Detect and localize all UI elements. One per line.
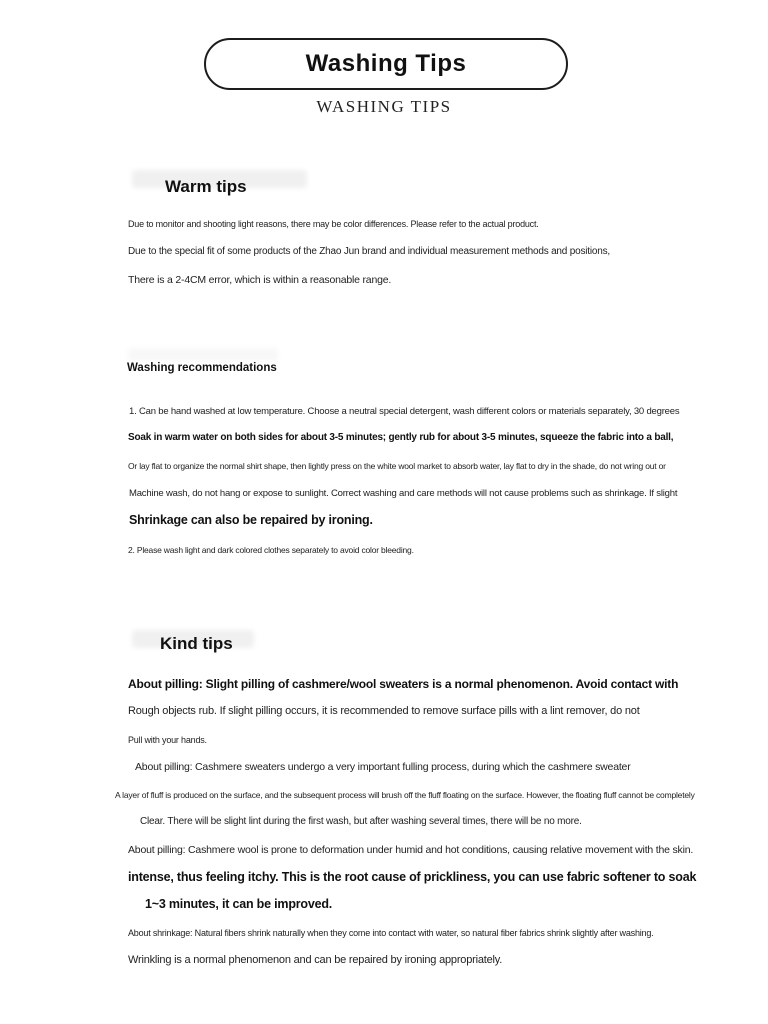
warm-tips-line: Due to monitor and shooting light reasons, there may be color differences. Please refer to the actual product. xyxy=(128,219,539,229)
washing-recommendations-line: 1. Can be hand washed at low temperature. Choose a neutral special detergent, wash different colors or materials separately, 30 degrees xyxy=(129,406,680,417)
kind-tips-line: About shrinkage: Natural fibers shrink naturally when they come into contact with water, so natural fiber fabrics shrink slightly after washing. xyxy=(128,928,654,938)
kind-tips-line: About pilling: Slight pilling of cashmere/wool sweaters is a normal phenomenon. Avoid contact with xyxy=(128,677,679,691)
kind-tips-line: intense, thus feeling itchy. This is the root cause of prickliness, you can use fabric softener to soak xyxy=(128,870,697,884)
kind-tips-line: Wrinkling is a normal phenomenon and can be repaired by ironing appropriately. xyxy=(128,954,503,966)
warm-tips-line: Due to the special fit of some products of the Zhao Jun brand and individual measurement methods and positions, xyxy=(128,246,610,257)
kind-tips-line: About pilling: Cashmere sweaters undergo a very important fulling process, during which the cashmere sweater xyxy=(135,761,631,773)
warm-tips-line: There is a 2-4CM error, which is within a reasonable range. xyxy=(128,274,392,286)
washing-recommendations-line: Machine wash, do not hang or expose to sunlight. Correct washing and care methods will not cause problems such as shrinkage. If slight xyxy=(129,488,678,499)
kind-tips-line: Clear. There will be slight lint during the first wash, but after washing several times, there will be no more. xyxy=(140,816,582,827)
kind-tips-line: Pull with your hands. xyxy=(128,735,207,745)
kind-tips-line: A layer of fluff is produced on the surface, and the subsequent process will brush off the fluff floating on the surface. However, the floating fluff cannot be completely xyxy=(115,790,695,800)
badge-title: Washing Tips xyxy=(305,50,467,77)
page-subtitle: WASHING TIPS xyxy=(316,97,452,116)
warm-tips-title: Warm tips xyxy=(165,177,247,196)
kind-tips-line: Rough objects rub. If slight pilling occurs, it is recommended to remove surface pills with a lint remover, do not xyxy=(128,705,640,717)
kind-tips-title: Kind tips xyxy=(160,634,233,653)
kind-tips-line: About pilling: Cashmere wool is prone to deformation under humid and hot conditions, causing relative movement with the skin. xyxy=(128,844,694,856)
washing-tips-badge xyxy=(204,38,568,90)
kind-tips-line: 1~3 minutes, it can be improved. xyxy=(145,897,333,911)
washing-recommendations-line: 2. Please wash light and dark colored clothes separately to avoid color bleeding. xyxy=(128,545,414,555)
washing-recommendations-line: Or lay flat to organize the normal shirt shape, then lightly press on the white wool market to absorb water, lay flat to dry in the shade, do not wring out or xyxy=(128,461,666,471)
washing-recommendations-line: Soak in warm water on both sides for about 3-5 minutes; gently rub for about 3-5 minutes, squeeze the fabric into a ball, xyxy=(128,432,674,443)
ghost-text-mark xyxy=(128,348,278,361)
washing-recommendations-line: Shrinkage can also be repaired by ironing. xyxy=(129,513,373,527)
washing-recommendations-title: Washing recommendations xyxy=(127,362,277,374)
